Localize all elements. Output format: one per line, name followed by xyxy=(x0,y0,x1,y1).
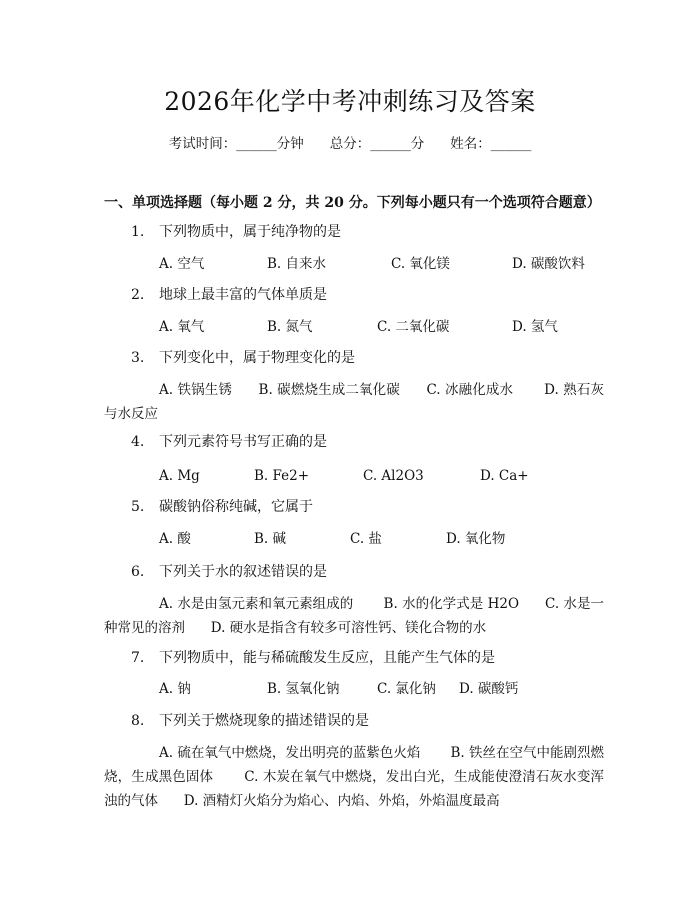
option-d: D. 酒精灯火焰分为焰心、内焰、外焰，外焰温度最高 xyxy=(183,793,500,809)
option-a: A. 钠 xyxy=(159,681,191,697)
option-a: A. 铁锅生锈 xyxy=(159,382,232,398)
option-a: A. 氧气 xyxy=(159,319,205,335)
option-c: C. Al2O3 xyxy=(363,468,424,484)
option-c: C. 盐 xyxy=(350,531,382,547)
option-c: C. 木炭在氧气中燃烧，发出白光，生成能使澄清石灰水变浑浊的气体 xyxy=(104,769,604,809)
option-b: B. 氮气 xyxy=(267,319,313,335)
question-number: 2. xyxy=(131,287,145,303)
option-d: D. 碳酸钙 xyxy=(459,681,519,697)
option-d: D. 氧化物 xyxy=(446,531,506,547)
options-row xyxy=(104,529,604,549)
question-number: 6. xyxy=(131,564,145,580)
question-text: 碳酸钠俗称纯碱，它属于 xyxy=(159,499,313,515)
question-text: 下列元素符号书写正确的是 xyxy=(159,434,327,450)
option-d: D. 碳酸饮料 xyxy=(512,256,585,272)
question-number: 4. xyxy=(131,434,145,450)
options-row xyxy=(104,254,604,274)
option-a: A. 酸 xyxy=(159,531,191,547)
option-d: D. Ca+ xyxy=(480,468,529,484)
option-c: C. 二氧化碳 xyxy=(377,319,450,335)
option-d: D. 氢气 xyxy=(512,319,558,335)
question-number: 1. xyxy=(131,224,145,240)
option-b: B. 铁丝在空气中能剧烈燃烧，生成黑色固体 xyxy=(104,745,604,785)
option-b: B. 碳燃烧生成二氧化碳 xyxy=(258,382,400,398)
option-b: B. 水的化学式是 H2O xyxy=(383,596,520,612)
section-heading-single-choice: 一、单项选择题（每小题 2 分，共 20 分。下列每小题只有一个选项符合题意） xyxy=(104,195,601,211)
options-row xyxy=(104,679,604,699)
question-number: 8. xyxy=(131,713,145,729)
options-row xyxy=(104,317,604,337)
options-paragraph xyxy=(104,741,604,813)
question-text: 下列关于燃烧现象的描述错误的是 xyxy=(159,713,369,729)
option-a: A. 硫在氧气中燃烧，发出明亮的蓝紫色火焰 xyxy=(159,745,421,761)
question-number: 3. xyxy=(131,350,145,366)
question-text: 下列物质中，能与稀硫酸发生反应，且能产生气体的是 xyxy=(159,650,495,666)
question-number: 5. xyxy=(131,499,145,515)
option-a: A. 水是由氢元素和氧元素组成的 xyxy=(159,596,354,612)
question-text: 地球上最丰富的气体单质是 xyxy=(159,287,327,303)
options-row xyxy=(104,466,604,486)
option-c: C. 氧化镁 xyxy=(391,256,450,272)
exam-time-label: 考试时间：______分钟 xyxy=(168,136,304,152)
option-b: B. 氢氧化钠 xyxy=(267,681,340,697)
question-number: 7. xyxy=(131,650,145,666)
option-a: A. 空气 xyxy=(159,256,205,272)
option-c: C. 冰融化成水 xyxy=(426,382,514,398)
option-c: C. 水是一种常见的溶剂 xyxy=(104,596,604,636)
option-b: B. 自来水 xyxy=(267,256,327,272)
exam-meta-line xyxy=(0,132,700,152)
option-d: D. 硬水是指含有较多可溶性钙、镁化合物的水 xyxy=(210,620,487,636)
option-c: C. 氯化钠 xyxy=(377,681,436,697)
option-b: B. Fe2+ xyxy=(254,468,310,484)
option-a: A. Mg xyxy=(159,468,200,484)
question-text: 下列关于水的叙述错误的是 xyxy=(159,564,327,580)
question-text: 下列物质中，属于纯净物的是 xyxy=(159,224,341,240)
options-paragraph xyxy=(104,592,604,640)
total-score-label: 总分：______分 xyxy=(329,136,425,152)
options-paragraph xyxy=(104,378,604,426)
question-text: 下列变化中，属于物理变化的是 xyxy=(159,350,355,366)
student-name-label: 姓名：______ xyxy=(450,136,532,152)
document-title: 2026年化学中考冲刺练习及答案 xyxy=(164,87,536,116)
option-b: B. 碱 xyxy=(254,531,287,547)
option-d: D. 熟石灰与水反应 xyxy=(104,382,604,422)
